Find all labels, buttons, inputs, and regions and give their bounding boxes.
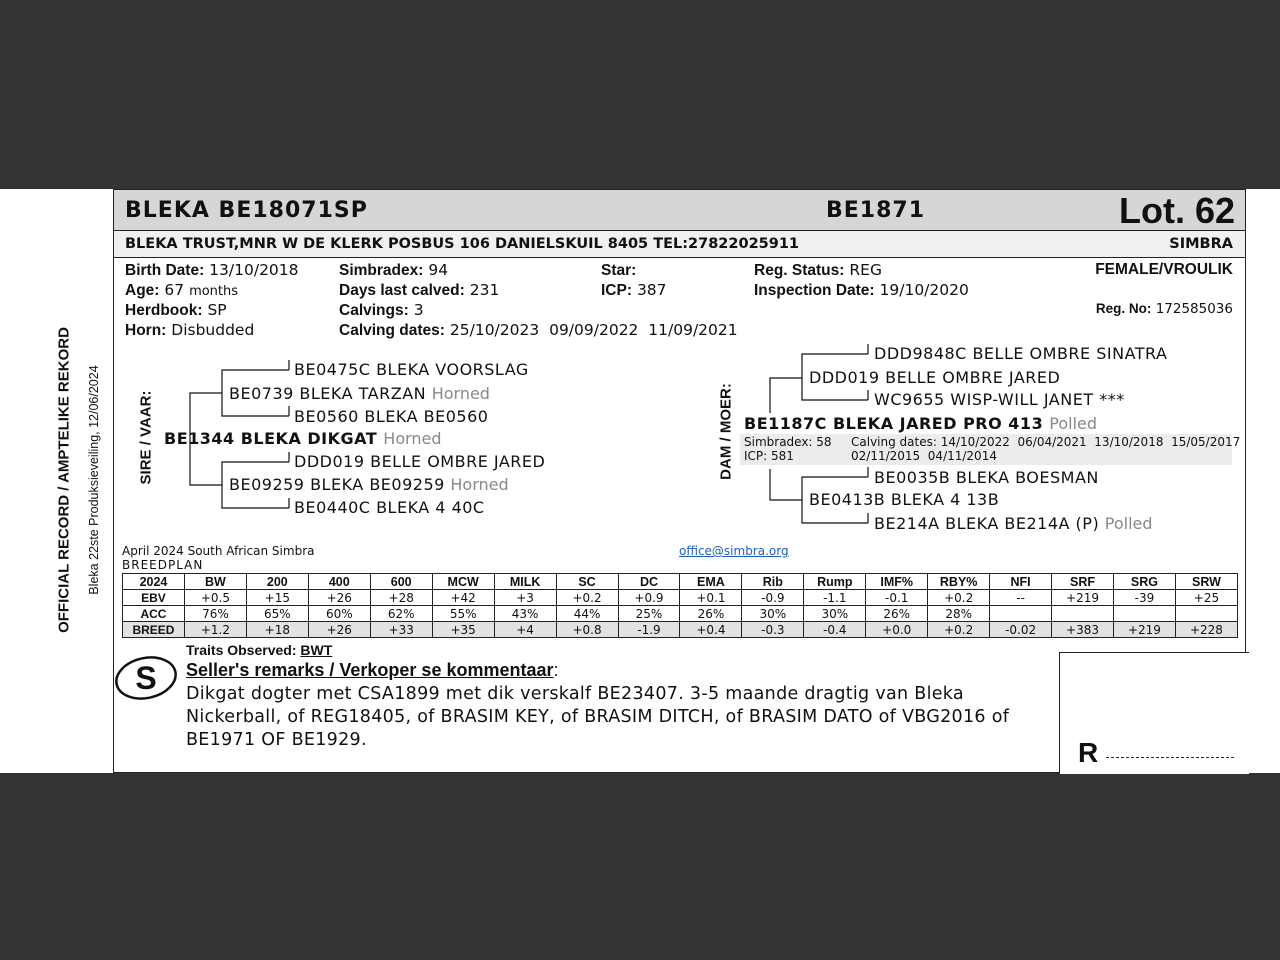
ebv-cell: +26 [308, 622, 370, 638]
ebv-cell: -0.4 [804, 622, 866, 638]
ebv-cell: 26% [680, 606, 742, 622]
ebv-cell: +25 [1175, 590, 1237, 606]
dam: BE1187C BLEKA JARED PRO 413 Polled [744, 414, 1098, 433]
reg-status: Reg. Status: REG [754, 261, 882, 279]
ebv-header-cell: SC [556, 574, 618, 590]
simbra-logo [114, 654, 178, 702]
signature-line[interactable] [1106, 757, 1234, 758]
ebv-cell: +219 [1114, 622, 1176, 638]
days-last-calved: Days last calved: 231 [339, 281, 500, 299]
dam-sire: DDD019 BELLE OMBRE JARED [809, 368, 1061, 387]
ebv-header-cell: Rump [804, 574, 866, 590]
ebv-cell: -0.9 [742, 590, 804, 606]
ebv-cell: +35 [432, 622, 494, 638]
breed-name: SIMBRA [1169, 236, 1233, 252]
ebv-cell: +42 [432, 590, 494, 606]
ebv-cell: +0.5 [184, 590, 246, 606]
ebv-cell: +228 [1175, 622, 1237, 638]
ebv-cell: +0.2 [928, 590, 990, 606]
ebv-year-cell: 2024 [123, 574, 185, 590]
herdbook: Herdbook: SP [125, 301, 227, 319]
ebv-cell: 76% [184, 606, 246, 622]
ebv-header-cell: MILK [494, 574, 556, 590]
ebv-cell: +0.4 [680, 622, 742, 638]
ebv-header-cell: SRW [1175, 574, 1237, 590]
sire-dam-sire: DDD019 BELLE OMBRE JARED [294, 452, 546, 471]
auction-label: Bleka 22ste Produksieveiling, 12/06/2024 [87, 365, 101, 595]
official-record-label: OFFICIAL RECORD / AMPTELIKE REKORD [55, 327, 73, 633]
ebv-cell: 65% [246, 606, 308, 622]
calvings: Calvings: 3 [339, 301, 424, 319]
ebv-header-cell: 600 [370, 574, 432, 590]
sire-label: SIRE / VAAR: [137, 390, 155, 485]
dam-calving-dates-2: 02/11/2015 04/11/2014 [851, 449, 997, 463]
sire-sire: BE0739 BLEKA TARZAN Horned [229, 384, 490, 403]
ebv-header-cell: RBY% [928, 574, 990, 590]
ebv-cell: +18 [246, 622, 308, 638]
birth-date: Birth Date: 13/10/2018 [125, 261, 299, 279]
ebv-cell: -1.9 [618, 622, 680, 638]
ebv-row-label: EBV [123, 590, 185, 606]
ebv-cell: -0.1 [866, 590, 928, 606]
dam-sire-sire: DDD9848C BELLE OMBRE SINATRA [874, 344, 1168, 363]
dam-label: DAM / MOER: [717, 383, 735, 480]
ebv-cell: 30% [804, 606, 866, 622]
ebv-cell: 62% [370, 606, 432, 622]
ebv-cell: +0.2 [556, 590, 618, 606]
ebv-cell: 25% [618, 606, 680, 622]
ebv-header-cell: SRG [1114, 574, 1176, 590]
ebv-header-cell: MCW [432, 574, 494, 590]
ebv-cell: +0.1 [680, 590, 742, 606]
ebv-cell [1114, 606, 1176, 622]
ebv-cell: -0.02 [990, 622, 1052, 638]
ebv-cell: 26% [866, 606, 928, 622]
icp: ICP: 387 [601, 281, 667, 299]
ebv-cell: +219 [1052, 590, 1114, 606]
ebv-cell: +3 [494, 590, 556, 606]
remarks-body: Dikgat dogter met CSA1899 met dik verskalf BE23407. 3-5 maande dragtig van Bleka Nickerball, of REG18405, of BRASIM KEY, of BRASIM DITCH, of BRASIM DATO of VBG2016 of BE1971 OF BE1929. [186, 684, 1010, 750]
horn-status: Horn: Disbudded [125, 321, 255, 339]
breed-row [123, 622, 1238, 638]
owner-info: BLEKA TRUST,MNR W DE KLERK POSBUS 106 DANIELSKUIL 8405 TEL:27822025911 [125, 236, 800, 252]
animal-name: BLEKA BE18071SP [125, 198, 368, 223]
ebv-table [122, 573, 1238, 638]
sire-sire-sire: BE0475C BLEKA VOORSLAG [294, 360, 529, 379]
animal-code: BE1871 [826, 198, 926, 223]
sire: BE1344 BLEKA DIKGAT Horned [164, 429, 442, 448]
simbradex: Simbradex: 94 [339, 261, 449, 279]
reg-no: Reg. No: 172585036 [1095, 301, 1233, 317]
age: Age: 67 months [125, 281, 239, 299]
ebv-header-cell: BW [184, 574, 246, 590]
acc-row [123, 606, 1238, 622]
ebv-cell [1052, 606, 1114, 622]
ebv-cell: -0.3 [742, 622, 804, 638]
ebv-source: April 2024 South African Simbra [122, 544, 315, 558]
calving-dates: Calving dates: 25/10/2023 09/09/2022 11/09/2021 [339, 321, 738, 339]
ebv-header-cell: NFI [990, 574, 1052, 590]
ebv-cell [990, 606, 1052, 622]
signature-letter: R [1078, 737, 1099, 768]
ebv-cell: -1.1 [804, 590, 866, 606]
ebv-cell: 44% [556, 606, 618, 622]
star: Star: [601, 262, 637, 279]
ebv-cell: +0.0 [866, 622, 928, 638]
remarks-title: Seller's remarks / Verkoper se kommentaar: [186, 660, 559, 680]
ebv-header-cell: IMF% [866, 574, 928, 590]
owner-bar [114, 231, 1245, 258]
sire-dam-dam: BE0440C BLEKA 4 40C [294, 498, 485, 517]
ebv-cell: 28% [928, 606, 990, 622]
ebv-cell: +383 [1052, 622, 1114, 638]
ebv-row-label: BREED [123, 622, 185, 638]
ebv-cell: 43% [494, 606, 556, 622]
ebv-header-row [123, 574, 1238, 590]
ebv-cell: 30% [742, 606, 804, 622]
sire-dam: BE09259 BLEKA BE09259 Horned [229, 475, 509, 494]
dam-dam-dam: BE214A BLEKA BE214A (P) Polled [874, 514, 1153, 533]
ebv-header-cell: SRF [1052, 574, 1114, 590]
ebv-cell: +1.2 [184, 622, 246, 638]
ebv-cell: +33 [370, 622, 432, 638]
email-link[interactable]: office@simbra.org [679, 544, 789, 558]
ebv-cell [1175, 606, 1237, 622]
dam-simbradex: Simbradex: 58 [744, 435, 832, 449]
svg-text:S: S [135, 660, 157, 696]
traits-observed: Traits Observed: BWT [186, 642, 333, 658]
ebv-cell: +26 [308, 590, 370, 606]
ebv-cell: -39 [1114, 590, 1176, 606]
ebv-header-cell: EMA [680, 574, 742, 590]
dam-dam: BE0413B BLEKA 4 13B [809, 490, 1000, 509]
ebv-cell: -- [990, 590, 1052, 606]
dam-sire-dam: WC9655 WISP-WILL JANET *** [874, 390, 1125, 409]
ebv-row [123, 590, 1238, 606]
title-bar [114, 189, 1245, 231]
ebv-cell: +4 [494, 622, 556, 638]
dam-icp: ICP: 581 [744, 449, 794, 463]
ebv-header-cell: 200 [246, 574, 308, 590]
ebv-cell: +0.9 [618, 590, 680, 606]
ebv-cell: +0.2 [928, 622, 990, 638]
lot-card [113, 189, 1246, 773]
dam-dam-sire: BE0035B BLEKA BOESMAN [874, 468, 1099, 487]
ebv-cell: +15 [246, 590, 308, 606]
dam-info-box [740, 434, 1241, 465]
inspection-date: Inspection Date: 19/10/2020 [754, 281, 969, 299]
ebv-cell: +0.8 [556, 622, 618, 638]
ebv-header-cell: Rib [742, 574, 804, 590]
ebv-header-cell: DC [618, 574, 680, 590]
ebv-header-cell: 400 [308, 574, 370, 590]
ebv-row-label: ACC [123, 606, 185, 622]
sex: FEMALE/VROULIK [1095, 261, 1233, 278]
dam-calving-dates: Calving dates: 14/10/2022 06/04/2021 13/10/2018 15/05/2017 [851, 435, 1241, 449]
lot-number: Lot. 62 [1118, 190, 1235, 231]
sire-sire-dam: BE0560 BLEKA BE0560 [294, 407, 489, 426]
ebv-cell: +28 [370, 590, 432, 606]
ebv-cell: 55% [432, 606, 494, 622]
ebv-system: BREEDPLAN [122, 558, 204, 572]
ebv-cell: 60% [308, 606, 370, 622]
signature-box [1059, 652, 1249, 774]
